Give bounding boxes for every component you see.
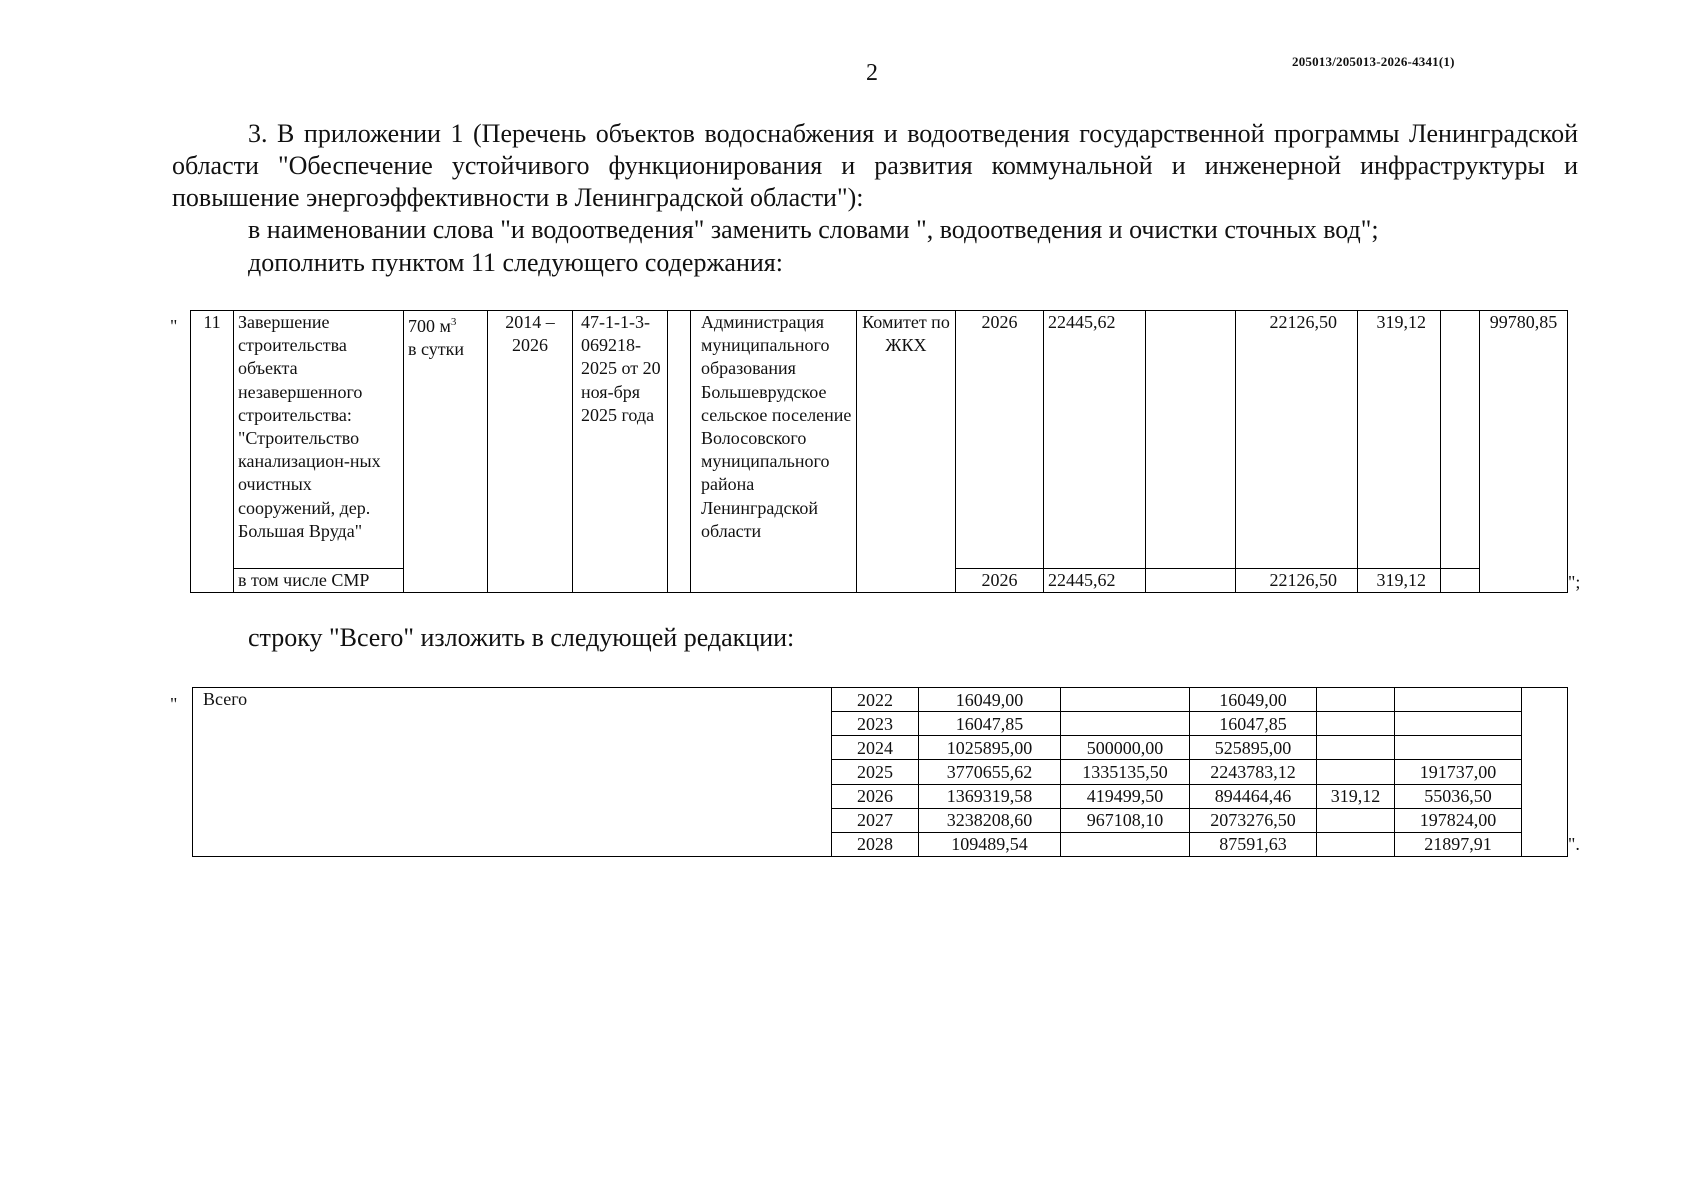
- instruction-total-row: строку "Всего" изложить в следующей редакции:: [248, 623, 795, 652]
- totals-total: 1025895,00: [919, 736, 1061, 760]
- totals-blank: [1522, 688, 1568, 857]
- totals-regional: 2243783,12: [1190, 760, 1317, 784]
- page-number: 2: [866, 60, 878, 86]
- open-quote-2: ": [170, 694, 178, 714]
- cell-decision: 47-1-1-3-069218-2025 от 20 ноя-бря 2025 года: [573, 311, 668, 593]
- totals-federal: [1061, 688, 1190, 712]
- totals-regional: 16049,00: [1190, 688, 1317, 712]
- totals-year: 2023: [832, 712, 919, 736]
- totals-local: [1317, 808, 1395, 832]
- totals-total: 109489,54: [919, 832, 1061, 856]
- smr-total: 22445,62: [1044, 568, 1146, 592]
- totals-other: [1395, 688, 1522, 712]
- smr-federal: [1146, 568, 1236, 592]
- cell-capacity: [404, 311, 488, 593]
- close-quote-1: ";: [1568, 572, 1581, 592]
- smr-local: 319,12: [1358, 568, 1441, 592]
- totals-year: 2027: [832, 808, 919, 832]
- intro-paragraph: 3. В приложении 1 (Перечень объектов водоснабжения и водоотведения государственной программы Ленинградской области "Обеспечение устойчивого функционирования и развития коммунальной и инженерной инфраструктуры и повышение энергоэффективности в Ленинградской области"):: [172, 119, 1578, 212]
- cell-estimated-cost: 99780,85: [1480, 311, 1568, 593]
- object-row: [191, 311, 1568, 569]
- capacity-value: 700 м: [408, 316, 451, 336]
- cell-gov-customer: Комитет по ЖКХ: [857, 311, 956, 593]
- smr-label: в том числе СМР: [234, 568, 404, 592]
- totals-federal: 1335135,50: [1061, 760, 1190, 784]
- instruction-add-item: дополнить пунктом 11 следующего содержания:: [248, 248, 783, 277]
- cell-period: 2014 – 2026: [488, 311, 573, 593]
- totals-label: Всего: [193, 688, 832, 857]
- totals-local: [1317, 736, 1395, 760]
- totals-federal: [1061, 712, 1190, 736]
- totals-total: 16049,00: [919, 688, 1061, 712]
- totals-local: [1317, 832, 1395, 856]
- totals-year: 2024: [832, 736, 919, 760]
- totals-regional: 16047,85: [1190, 712, 1317, 736]
- totals-federal: 967108,10: [1061, 808, 1190, 832]
- totals-regional: 894464,46: [1190, 784, 1317, 808]
- cell-customer: Администрация муниципального образования Большеврудское сельское поселение Волосовского муниципального района Ленинградской области: [691, 311, 857, 593]
- totals-total: 16047,85: [919, 712, 1061, 736]
- open-quote-1: ": [170, 316, 178, 336]
- cell-blank: [668, 311, 691, 593]
- smr-year: 2026: [956, 568, 1044, 592]
- cell-regional: 22126,50: [1236, 311, 1358, 569]
- totals-regional: 2073276,50: [1190, 808, 1317, 832]
- capacity-unit: в сутки: [408, 339, 464, 360]
- totals-local: [1317, 712, 1395, 736]
- cell-other: [1441, 311, 1480, 569]
- cell-year: 2026: [956, 311, 1044, 569]
- totals-year: 2022: [832, 688, 919, 712]
- totals-total: 3238208,60: [919, 808, 1061, 832]
- cell-local: 319,12: [1358, 311, 1441, 569]
- totals-row: [193, 688, 1568, 712]
- totals-other: 55036,50: [1395, 784, 1522, 808]
- totals-regional: 87591,63: [1190, 832, 1317, 856]
- totals-other: 21897,91: [1395, 832, 1522, 856]
- totals-local: [1317, 688, 1395, 712]
- object-table: [190, 310, 1568, 593]
- capacity-superscript: 3: [450, 316, 457, 328]
- totals-other: [1395, 712, 1522, 736]
- totals-regional: 525895,00: [1190, 736, 1317, 760]
- totals-other: 191737,00: [1395, 760, 1522, 784]
- totals-federal: [1061, 832, 1190, 856]
- smr-other: [1441, 568, 1480, 592]
- cell-number: 11: [191, 311, 234, 593]
- totals-federal: 500000,00: [1061, 736, 1190, 760]
- smr-regional: 22126,50: [1236, 568, 1358, 592]
- cell-total: 22445,62: [1044, 311, 1146, 569]
- totals-total: 3770655,62: [919, 760, 1061, 784]
- totals-federal: 419499,50: [1061, 784, 1190, 808]
- totals-year: 2025: [832, 760, 919, 784]
- totals-local: 319,12: [1317, 784, 1395, 808]
- document-id: 205013/205013-2026-4341(1): [1292, 54, 1455, 69]
- totals-other: 197824,00: [1395, 808, 1522, 832]
- cell-federal: [1146, 311, 1236, 569]
- totals-other: [1395, 736, 1522, 760]
- totals-year: 2028: [832, 832, 919, 856]
- cell-object-name: Завершение строительства объекта незавершенного строительства: "Строительство канализацион-ных очистных сооружений, дер. Большая Вруда": [234, 311, 404, 569]
- instruction-rename: в наименовании слова "и водоотведения" заменить словами ", водоотведения и очистки сточных вод";: [248, 215, 1379, 244]
- totals-table: [192, 687, 1568, 857]
- totals-year: 2026: [832, 784, 919, 808]
- totals-local: [1317, 760, 1395, 784]
- totals-total: 1369319,58: [919, 784, 1061, 808]
- close-quote-2: ".: [1568, 834, 1580, 854]
